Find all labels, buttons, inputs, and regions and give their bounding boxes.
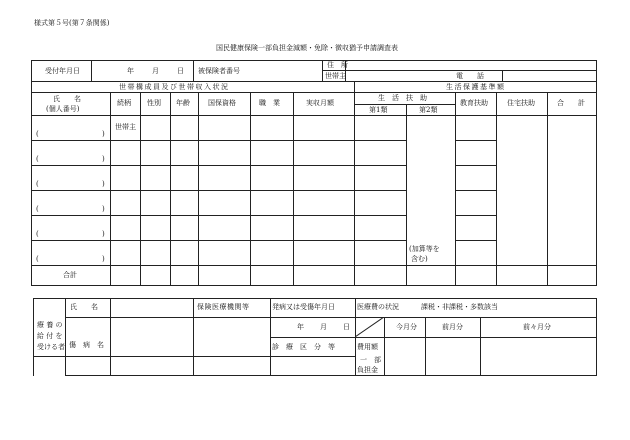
received-date-year-unit: 年 bbox=[127, 67, 134, 75]
member-name-label: 氏 名 bbox=[53, 95, 81, 103]
this-month-label: 今月分 bbox=[396, 323, 417, 331]
received-date-label: 受付年月日 bbox=[45, 67, 80, 75]
household-total-label: 合計 bbox=[63, 271, 77, 279]
cost-amount-label: 費用額 bbox=[357, 343, 378, 351]
paren-open: ( bbox=[36, 155, 39, 163]
individual-number-label: (個人番号) bbox=[46, 105, 80, 113]
partial-payment-label-1: 一 部 bbox=[360, 356, 381, 364]
paren-close: ) bbox=[102, 230, 105, 238]
paren-open: ( bbox=[36, 130, 39, 138]
paren-close: ) bbox=[102, 255, 105, 263]
standard-total-label: 合 計 bbox=[557, 99, 585, 107]
onset-day-unit: 日 bbox=[343, 323, 350, 331]
paren-close: ) bbox=[102, 155, 105, 163]
care-side-label-2: 給 付 を bbox=[37, 332, 63, 340]
patient-name-label: 氏 名 bbox=[70, 303, 98, 311]
treatment-category-label: 診 療 区 分 等 bbox=[272, 343, 335, 351]
occupation-col-label: 職 業 bbox=[259, 99, 280, 107]
living-aid-label: 生 活 扶 助 bbox=[378, 94, 427, 102]
onset-date-label: 発病又は受傷年月日 bbox=[272, 303, 335, 311]
last-month-label: 前月分 bbox=[442, 323, 463, 331]
monthly-income-col-label: 実収月額 bbox=[306, 99, 334, 107]
paren-close: ) bbox=[102, 180, 105, 188]
care-side-label-3: 受ける者 bbox=[37, 343, 65, 351]
received-date-day-unit: 日 bbox=[177, 67, 184, 75]
addition-note-line1: (加算等を bbox=[409, 245, 440, 253]
relation-col-label: 続柄 bbox=[117, 99, 131, 107]
paren-open: ( bbox=[36, 230, 39, 238]
household-section-title: 世帯構成員及び世帯収入状況 bbox=[119, 83, 230, 91]
age-col-label: 年齢 bbox=[176, 99, 190, 107]
class2-label: 第2類 bbox=[419, 106, 438, 114]
householder-label: 世帯主 bbox=[325, 72, 346, 80]
two-months-ago-label: 前々月分 bbox=[523, 323, 551, 331]
received-date-month-unit: 月 bbox=[152, 67, 159, 75]
onset-year-unit: 年 bbox=[297, 323, 304, 331]
education-aid-label: 教育扶助 bbox=[460, 99, 488, 107]
paren-open: ( bbox=[36, 205, 39, 213]
paren-open: ( bbox=[36, 255, 39, 263]
address-label: 住 所 bbox=[327, 61, 348, 69]
onset-month-unit: 月 bbox=[320, 323, 327, 331]
paren-close: ) bbox=[102, 205, 105, 213]
sex-col-label: 性別 bbox=[147, 99, 161, 107]
phone-label: 電 話 bbox=[456, 72, 484, 80]
class1-label: 第1類 bbox=[369, 106, 388, 114]
form-title: 国民健康保険一部負担金減額・免除・徴収猶予申請調査表 bbox=[216, 44, 398, 52]
diagonal-slash bbox=[355, 317, 385, 338]
housing-aid-label: 住宅扶助 bbox=[507, 99, 535, 107]
institution-label: 保険医療機関等 bbox=[197, 303, 250, 311]
form-number: 様式第５号(第７条関係) bbox=[34, 19, 110, 27]
nhi-status-col-label: 国保資格 bbox=[208, 99, 236, 107]
disease-name-label: 傷 病 名 bbox=[69, 341, 104, 349]
addition-note-line2: 含む) bbox=[411, 255, 428, 263]
medical-cost-status-label: 医療費の状況 bbox=[357, 303, 399, 311]
paren-open: ( bbox=[36, 180, 39, 188]
care-side-label-1: 療 養 の bbox=[37, 321, 63, 329]
tax-status-label: 課税・非課税・多数該当 bbox=[421, 303, 498, 311]
standard-section-title: 生活保護基準額 bbox=[446, 83, 506, 91]
partial-payment-label-2: 負担金 bbox=[357, 366, 378, 374]
paren-close: ) bbox=[102, 130, 105, 138]
first-relation-value: 世帯主 bbox=[115, 123, 136, 131]
insured-number-label: 被保険者番号 bbox=[198, 67, 240, 75]
